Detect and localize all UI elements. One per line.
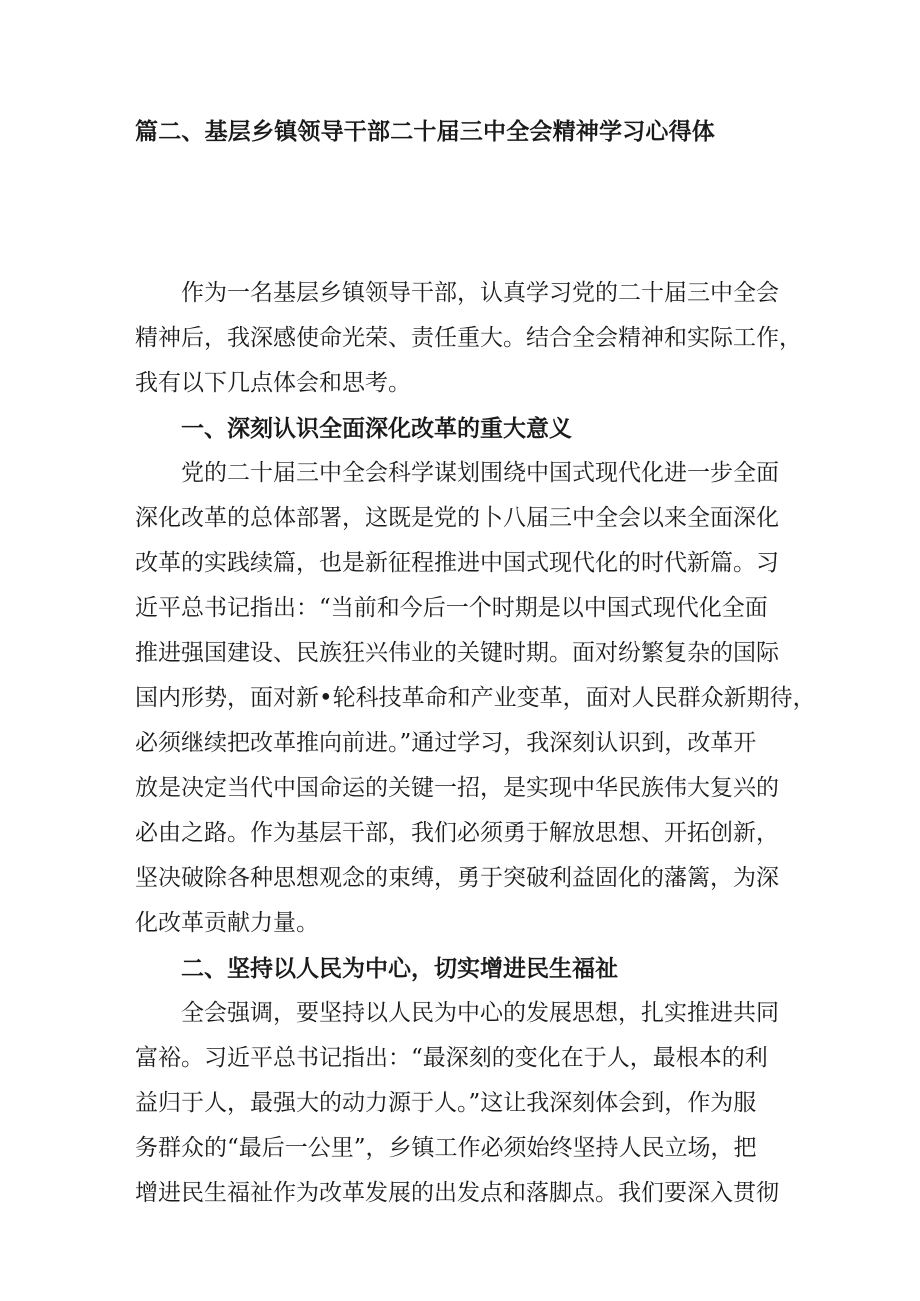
document-body: [135, 271, 816, 1216]
section-heading-2: 二、坚持以人民为中心，切实增进民生福祉: [181, 955, 618, 982]
text-line: 推进强国建设、民族狂兴伟业的关键时期。面对纷繁复杂的国际: [135, 640, 779, 666]
text-line: 务群众的“最后一公里”，乡镇工作必须始终坚持人民立场，把: [135, 1135, 757, 1161]
text-line: 增进民生福祉作为改革发展的出发点和落脚点。我们要深入贯彻: [135, 1180, 779, 1206]
text-line: 近平总书记指出：“当前和今后一个时期是以中国式现代化全面: [135, 595, 768, 621]
text-line: 作为一名基层乡镇领导干部，认真学习党的二十届三中全会: [181, 280, 779, 306]
text-line: 国内形势，面对新•轮科技革命和产业变革，面对人民群众新期待，: [135, 685, 816, 711]
text-line: 化改革贡献力量。: [135, 910, 319, 936]
text-line: 深化改革的总体部署，这既是党的卜八届三中全会以来全面深化: [135, 505, 779, 531]
section-2-paragraph: [135, 991, 787, 1216]
text-line: 放是决定当代中国命运的关键一招，是实现中华民族伟大复兴的: [135, 775, 779, 801]
text-line: 党的二十届三中全会科学谋划围绕中国式现代化进一步全面: [181, 460, 779, 486]
text-line: 必须继续把改革推向前进。”通过学习，我深刻认识到，改革开: [135, 730, 757, 756]
intro-paragraph: [135, 271, 802, 406]
text-line: 富裕。习近平总书记指出：“最深刻的变化在于人，最根本的利: [135, 1045, 768, 1071]
text-line: 全会强调，要坚持以人民为中心的发展思想，扎实推进共同: [181, 1000, 779, 1026]
text-line: 必由之路。作为基层干部，我们必须勇于解放思想、开拓创新，: [135, 820, 779, 846]
text-line: 坚决破除各种思想观念的束缚，勇于突破利益固化的藩篱，为深: [135, 865, 779, 891]
text-line: 益归于人，最强大的动力源于人。”这让我深刻体会到，作为服: [135, 1090, 757, 1116]
text-line: 改革的实践续篇，也是新征程推进中国式现代化的时代新篇。习: [135, 550, 779, 576]
text-line: 我有以下几点体会和思考。: [135, 370, 411, 396]
document-title: 篇二、基层乡镇领导干部二十届三中全会精神学习心得体: [135, 118, 715, 145]
section-1-paragraph: [135, 451, 816, 946]
text-line: 精神后，我深感使命光荣、责任重大。结合全会精神和实际工作，: [135, 325, 802, 351]
section-heading-1: 一、深刻认识全面深化改革的重大意义: [181, 415, 572, 442]
